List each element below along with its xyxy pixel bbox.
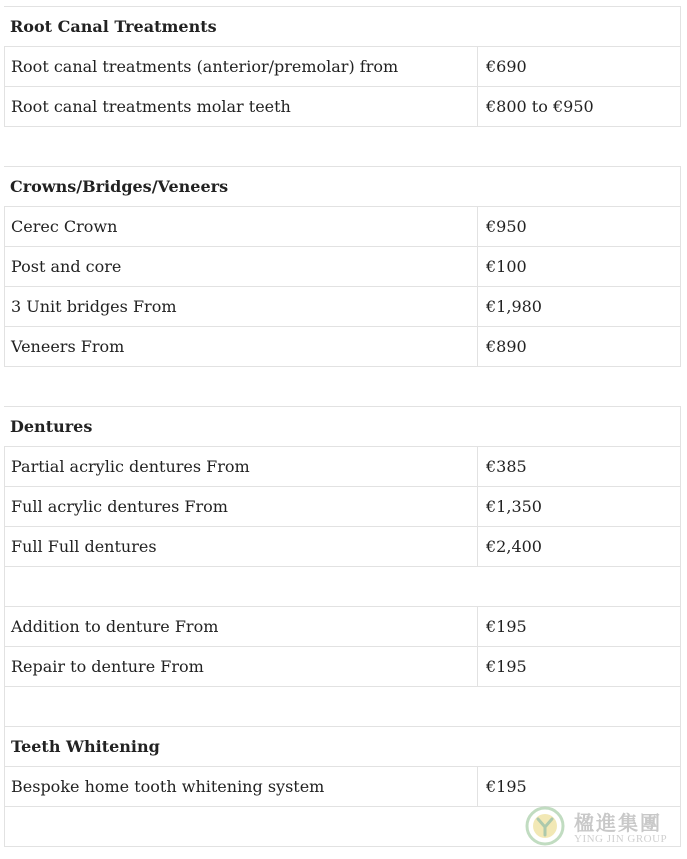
treatment-name: Full Full dentures	[5, 527, 478, 566]
section-title: Root Canal Treatments	[10, 16, 217, 36]
table-row	[4, 487, 681, 527]
table-row	[4, 447, 681, 487]
treatment-name: Root canal treatments (anterior/premolar) from	[5, 47, 478, 86]
section-spacer	[4, 687, 681, 727]
treatment-price: €890	[486, 336, 527, 356]
price-table	[4, 6, 681, 847]
treatment-price: €1,980	[486, 296, 542, 316]
table-row	[4, 87, 681, 127]
table-row	[4, 47, 681, 87]
treatment-name: Addition to denture From	[5, 607, 478, 646]
treatment-price: €100	[486, 256, 527, 276]
treatment-name: Root canal treatments molar teeth	[5, 87, 478, 126]
treatment-price: €385	[486, 456, 527, 476]
section-title: Teeth Whitening	[11, 736, 160, 756]
treatment-price: €2,400	[486, 536, 542, 556]
ying-jin-logo-icon	[524, 805, 566, 847]
section-header-root-canal	[4, 7, 681, 47]
treatment-price: €195	[486, 656, 527, 676]
table-row	[4, 607, 681, 647]
treatment-price: €800 to €950	[486, 96, 594, 116]
treatment-name: Partial acrylic dentures From	[5, 447, 478, 486]
watermark-subtext: YING JIN GROUP	[574, 833, 668, 845]
treatment-name: 3 Unit bridges From	[5, 287, 478, 326]
watermark-text: 楹進集團	[574, 811, 662, 835]
treatment-name: Full acrylic dentures From	[5, 487, 478, 526]
treatment-name: Post and core	[5, 247, 478, 286]
section-spacer	[4, 367, 681, 407]
table-row	[4, 207, 681, 247]
treatment-name: Cerec Crown	[5, 207, 478, 246]
treatment-price: €1,350	[486, 496, 542, 516]
table-row	[4, 767, 681, 807]
treatment-price: €690	[486, 56, 527, 76]
table-row	[4, 647, 681, 687]
treatment-name: Veneers From	[5, 327, 478, 366]
watermark-logo	[524, 805, 679, 851]
section-header-whitening	[4, 727, 681, 767]
table-row	[4, 327, 681, 367]
section-spacer	[4, 127, 681, 167]
table-row	[4, 287, 681, 327]
section-title: Crowns/Bridges/Veneers	[10, 176, 229, 196]
treatment-price: €950	[486, 216, 527, 236]
table-row	[4, 247, 681, 287]
table-row	[4, 527, 681, 567]
section-header-dentures	[4, 407, 681, 447]
section-title: Dentures	[10, 416, 93, 436]
section-header-crowns	[4, 167, 681, 207]
section-spacer	[4, 567, 681, 607]
treatment-name: Repair to denture From	[5, 647, 478, 686]
treatment-price: €195	[486, 776, 527, 796]
treatment-price: €195	[486, 616, 527, 636]
treatment-name: Bespoke home tooth whitening system	[5, 767, 478, 806]
